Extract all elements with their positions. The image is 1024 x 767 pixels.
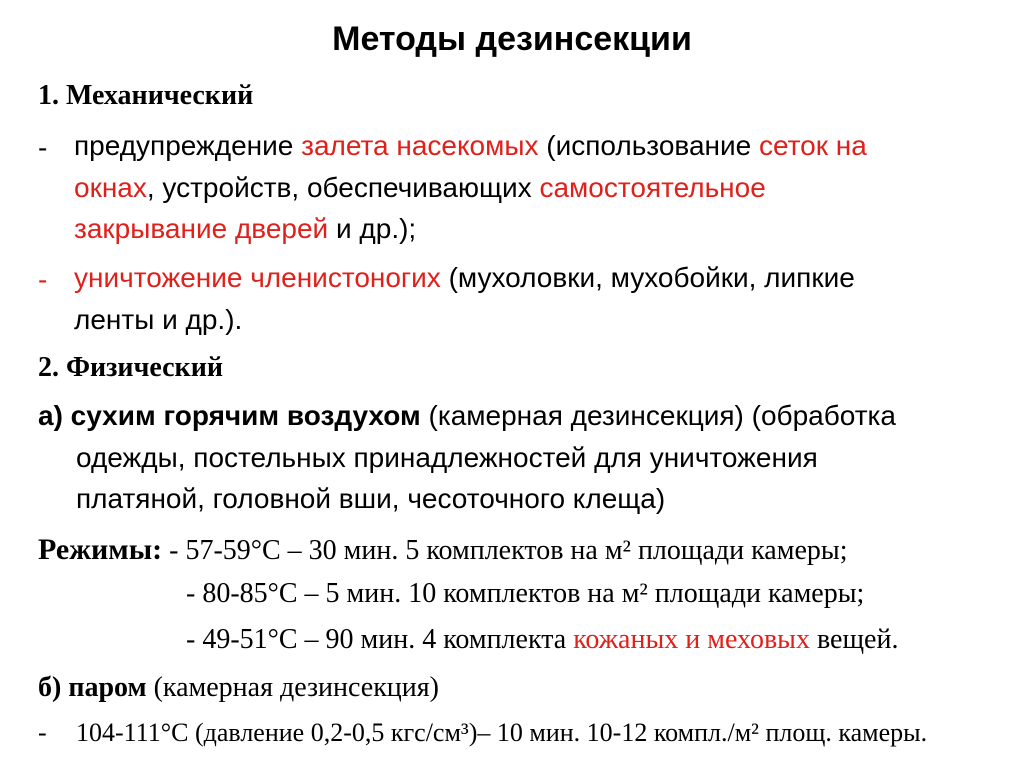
- physical-b-line2: 104-111°С (давление 0,2-0,5 кгс/см³)– 10 мин. 10-12 компл./м² площ. камеры.: [76, 718, 928, 747]
- section-physical-heading: 2. Физический: [38, 352, 223, 383]
- modes-line2: - 80-85°С – 5 мин. 10 комплектов на м² площади камеры;: [186, 578, 865, 609]
- physical-a-line3: платяной, головной вши, чесоточного клеща): [76, 483, 666, 514]
- physical-b-line1: б) паром (камерная дезинсекция): [38, 672, 439, 703]
- physical-a-line2: одежды, постельных принадлежностей для уничтожения: [76, 442, 818, 473]
- page-title: Методы дезинсекции: [332, 20, 692, 58]
- mechanical-item2-line1: уничтожение членистоногих (мухоловки, мухобойки, липкие: [74, 262, 855, 293]
- bullet-dash: -: [38, 132, 48, 163]
- mechanical-item2-line2: ленты и др.).: [74, 304, 243, 335]
- modes-line1: Режимы: - 57-59°С – 30 мин. 5 комплектов на м² площади камеры;: [38, 533, 848, 566]
- bullet-dash: -: [38, 718, 47, 747]
- mechanical-item1-line1: предупреждение залета насекомых (использование сеток на: [74, 130, 867, 161]
- modes-line3: - 49-51°С – 90 мин. 4 комплекта кожаных и меховых вещей.: [186, 624, 899, 655]
- bullet-dash-red: -: [38, 264, 48, 295]
- mechanical-item1-line3: закрывание дверей и др.);: [74, 213, 417, 244]
- physical-a-line1: а) сухим горячим воздухом (камерная дезинсекция) (обработка: [38, 400, 896, 431]
- mechanical-item1-line2: окнах, устройств, обеспечивающих самостоятельное: [74, 172, 766, 203]
- section-mechanical-heading: 1. Механический: [38, 80, 254, 111]
